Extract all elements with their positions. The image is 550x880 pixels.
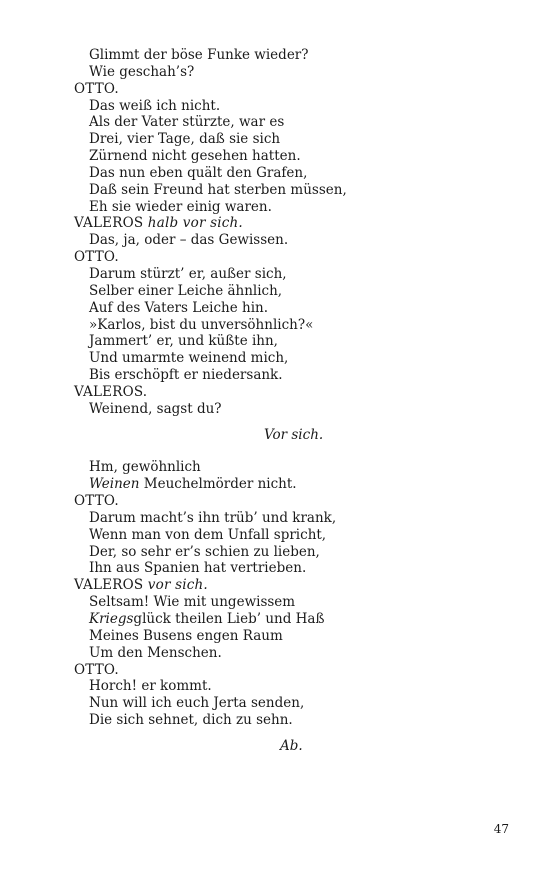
verse-text: Bis erschöpft er niedersank. xyxy=(89,367,283,384)
verse-text: Glimmt der böse Funke wieder? xyxy=(89,47,309,63)
verse-text: Das weiß ich nicht. xyxy=(89,97,221,114)
verse-text: Selber einer Leiche ähnlich, xyxy=(89,282,283,299)
verse-line xyxy=(74,594,474,611)
verse-text: Ihn aus Spanien hat vertrieben. xyxy=(89,560,307,577)
verse-line xyxy=(74,232,474,249)
page-number: 47 xyxy=(493,822,509,836)
verse-line xyxy=(74,266,474,283)
speaker-label: VALEROS. xyxy=(74,383,148,400)
verse-line xyxy=(74,350,474,367)
verse-text: Und umarmte weinend mich, xyxy=(89,350,289,367)
verse-text: Jammert’ er, und küßte ihn, xyxy=(89,333,278,350)
verse-line xyxy=(74,317,474,334)
verse-line xyxy=(74,459,474,476)
verse-text: Horch! er kommt. xyxy=(89,678,212,695)
speaker-label: OTTO. xyxy=(74,249,119,266)
speaker-name xyxy=(74,249,474,266)
play-text xyxy=(74,47,474,755)
verse-text: Weinend, sagst du? xyxy=(89,400,222,417)
verse-text: Hm, gewöhnlich xyxy=(89,459,201,476)
verse-line xyxy=(74,611,474,628)
verse-line xyxy=(74,333,474,350)
verse-text: Das nun eben quält den Grafen, xyxy=(89,164,308,181)
verse-text: Darum macht’s ihn trüb’ und krank, xyxy=(89,509,337,526)
verse-line xyxy=(74,401,474,418)
verse-text: Wie geschah’s? xyxy=(89,63,195,80)
verse-text: Auf des Vaters Leiche hin. xyxy=(89,299,269,316)
verse-line xyxy=(74,678,474,695)
speaker-name xyxy=(74,384,474,401)
verse-line xyxy=(74,510,474,527)
speaker-name xyxy=(74,81,474,98)
verse-text: Zürnend nicht gesehen hatten. xyxy=(89,148,301,165)
verse-line xyxy=(74,476,474,493)
verse-line xyxy=(74,712,474,729)
verse-line xyxy=(74,199,474,216)
verse-line xyxy=(74,131,474,148)
verse-text: glück theilen Lieb’ und Haß xyxy=(133,611,325,627)
verse-text: Das, ja, oder – das Gewissen. xyxy=(89,232,289,249)
verse-text: Eh sie wieder einig waren. xyxy=(89,198,272,215)
stage-direction: Vor sich. xyxy=(264,426,324,443)
verse-line xyxy=(74,695,474,712)
verse-line xyxy=(74,300,474,317)
verse-text: Meuchelmörder nicht. xyxy=(139,476,297,493)
verse-line xyxy=(74,148,474,165)
verse-line xyxy=(74,182,474,199)
speaker-label: VALEROS xyxy=(74,215,144,232)
verse-text: Daß sein Freund hat sterben müssen, xyxy=(89,181,347,198)
verse-text: Darum stürzt’ er, außer sich, xyxy=(89,265,287,282)
speaker-name xyxy=(74,215,474,232)
verse-line xyxy=(74,367,474,384)
verse-line xyxy=(74,114,474,131)
verse-line xyxy=(74,64,474,81)
verse-line xyxy=(74,47,474,64)
verse-line xyxy=(74,283,474,300)
verse-line xyxy=(74,98,474,115)
verse-line xyxy=(74,628,474,645)
emphasis: Weinen xyxy=(89,476,140,493)
exit-direction: Ab. xyxy=(280,737,303,754)
speaker-name xyxy=(74,577,474,594)
verse-line xyxy=(74,544,474,561)
speaker-name xyxy=(74,493,474,510)
speaker-label: OTTO. xyxy=(74,661,119,678)
emphasis: Kriegs xyxy=(89,611,134,627)
verse-text: Wenn man von dem Unfall spricht, xyxy=(89,526,327,543)
speaker-label: VALEROS xyxy=(74,577,144,594)
speaker-name xyxy=(74,662,474,679)
verse-text: »Karlos, bist du unversöhnlich?« xyxy=(89,316,314,333)
speaker-label: OTTO. xyxy=(74,80,119,97)
verse-text: Die sich sehnet, dich zu sehn. xyxy=(89,712,293,729)
verse-line xyxy=(74,645,474,662)
verse-text: Seltsam! Wie mit ungewissem xyxy=(89,594,296,611)
speaker-label: OTTO. xyxy=(74,493,119,510)
stage-direction-inline: halb vor sich. xyxy=(147,215,243,232)
verse-text: Der, so sehr er’s schien zu lieben, xyxy=(89,543,320,560)
verse-line xyxy=(74,527,474,544)
verse-text: Um den Menschen. xyxy=(89,644,222,661)
verse-text: Als der Vater stürzte, war es xyxy=(89,114,285,131)
verse-text: Nun will ich euch Jerta senden, xyxy=(89,695,305,712)
verse-text: Meines Busens engen Raum xyxy=(89,627,283,644)
verse-text: Drei, vier Tage, daß sie sich xyxy=(89,131,281,148)
verse-line xyxy=(74,560,474,577)
stage-direction-inline: vor sich. xyxy=(147,577,208,594)
verse-line xyxy=(74,165,474,182)
